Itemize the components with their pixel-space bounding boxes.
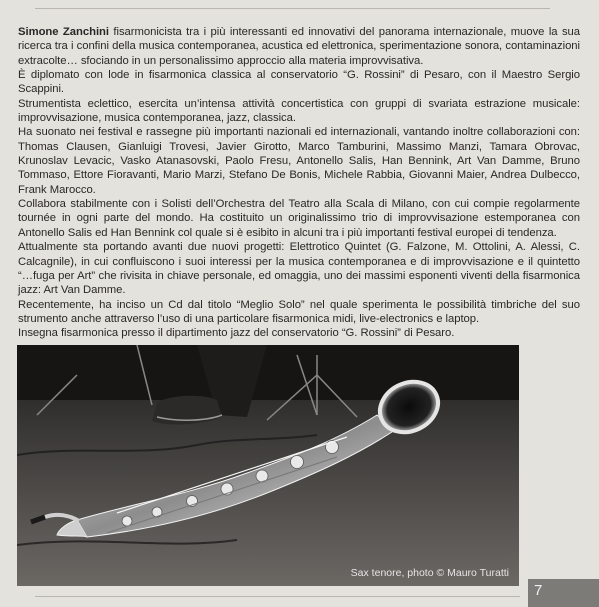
- biography-text: [18, 25, 580, 341]
- bio-paragraph: Insegna fisarmonica presso il dipartimento jazz del conservatorio “G. Rossini” di Pesaro.: [18, 327, 455, 340]
- bio-paragraph: Strumentista eclettico, esercita un’intensa attività concertistica con gruppi di svariata estrazione musicale: improvvisazione, musica contemporanea, jazz, classica.: [18, 97, 580, 125]
- photo-caption: Sax tenore, photo © Mauro Turatti: [350, 567, 509, 579]
- page-number: 7: [534, 582, 543, 599]
- top-rule: [35, 8, 550, 9]
- saxophone-photo: [17, 345, 519, 586]
- bio-paragraph: È diplomato con lode in fisarmonica classica al conservatorio “G. Rossini” di Pesaro, con il Maestro Sergio Scappini.: [18, 69, 580, 96]
- bottom-rule: [35, 596, 520, 597]
- saxophone-illustration: [17, 345, 519, 586]
- page-number-tab: [528, 579, 599, 607]
- bio-paragraph: Attualmente sta portando avanti due nuovi progetti: Elettrotico Quintet (G. Falzone, M. Ottolini, A. Alessi, C. Calcagnile), in cui confluiscono i suoi interessi per la musica contemporanea e di improvvisazione e il quintetto “…fuga per Art” che rivisita in chiave personale, ed omaggia, uno dei massimi esponenti viventi della fisarmonica jazz: Art Van Damme.: [18, 241, 580, 297]
- bio-paragraph: Ha suonato nei festival e rassegne più importanti nazionali ed internazionali, vantando inoltre collaborazioni con: Thomas Clausen, Gianluigi Trovesi, Javier Girotto, Marco Tamburini, Massimo Manzi, Tamara Obrovac, Krunoslav Levacic, Vasko Atanasovski, Paolo Fresu, Antonello Salis, Han Bennink, Art Van Damme, Bruno Tommaso, Ettore Fioravanti, Mario Marzi, Stefano De Bonis, Michele Rabbia, Giovanni Maier, Andrea Dulbecco, Frank Marocco.: [18, 126, 580, 196]
- bio-paragraph: Collabora stabilmente con i Solisti dell’Orchestra del Teatro alla Scala di Milano, con cui compie regolarmente tournée in ogni parte del mondo. Ha costituito un originalissimo trio di improvvisazione estemporanea con Antonello Salis ed Han Bennink col quale si è esibito in alcuni tra i più importanti festival europei di tendenza.: [18, 198, 580, 239]
- bio-intro: fisarmonicista tra i più interessanti ed innovativi del panorama internazionale, muove la sua ricerca tra i confini della musica contemporanea, acustica ed elettronica, sperimentazione sonora, contaminazioni extracolte… sfociando in un personalissimo approccio alla materia improvvisativa.: [18, 26, 581, 67]
- bio-paragraph: [18, 25, 580, 68]
- artist-name: Simone Zanchini: [18, 26, 109, 38]
- bio-paragraph: Recentemente, ha inciso un Cd dal titolo “Meglio Solo” nel quale sperimenta le possibilità timbriche del suo strumento anche attraverso l’uso di una particolare fisarmonica midi, live-electronics e laptop.: [18, 298, 580, 325]
